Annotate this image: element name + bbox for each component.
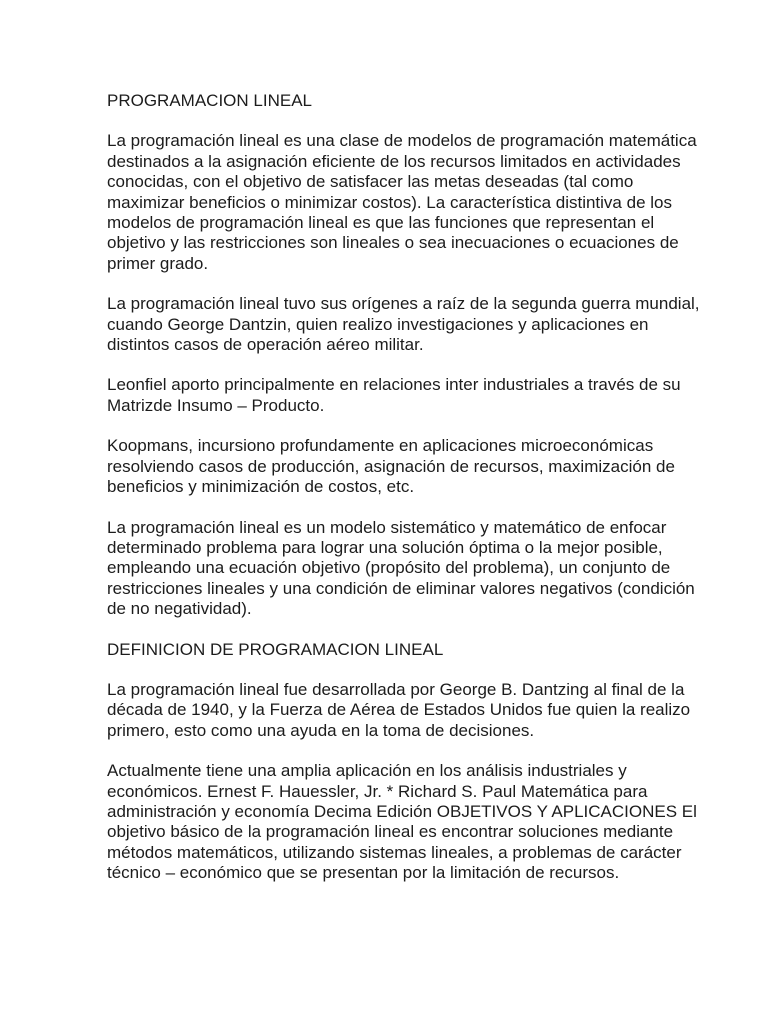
paragraph-intro-5: La programación lineal es un modelo sistemático y matemático de enfocar determinado problema para lograr una solución óptima o la mejor posible, empleando una ecuación objetivo (propósito del problema), un conjunto de restricciones lineales y una condición de eliminar valores negativos (condición de no negatividad). (107, 517, 695, 619)
paragraph-intro-3: Leonfiel aporto principalmente en relaciones inter industriales a través de su Matrizde Insumo – Producto. (107, 375, 681, 415)
document-page (107, 91, 707, 904)
paragraph-intro-1: La programación lineal es una clase de modelos de programación matemática destinados a la asignación eficiente de los recursos limitados en actividades conocidas, con el objetivo de satisfacer las metas deseadas (tal como maximizar beneficios o minimizar costos). La característica distintiva de los modelos de programación lineal es que las funciones que representan el objetivo y las restricciones son lineales o sea inecuaciones o ecuaciones de primer grado. (107, 131, 697, 273)
paragraph-intro-4: Koopmans, incursiono profundamente en aplicaciones microeconómicas resolviendo casos de producción, asignación de recursos, maximización de beneficios y minimización de costos, etc. (107, 436, 675, 497)
section-heading: DEFINICION DE PROGRAMACION LINEAL (107, 639, 444, 659)
paragraph-definition-1: La programación lineal fue desarrollada por George B. Dantzing al final de la década de 1940, y la Fuerza de Aérea de Estados Unidos fue quien la realizo primero, esto como una ayuda en la toma de decisiones. (107, 679, 691, 740)
paragraph-intro-2: La programación lineal tuvo sus orígenes a raíz de la segunda guerra mundial, cuando George Dantzin, quien realizo investigaciones y aplicaciones en distintos casos de operación aéreo militar. (107, 294, 700, 355)
paragraph-definition-2: Actualmente tiene una amplia aplicación en los análisis industriales y económicos. Ernest F. Hauessler, Jr. * Richard S. Paul Matemática para administración y economía Decima Edición OBJETIVOS Y APLICACIONES El objetivo básico de la programación lineal es encontrar soluciones mediante métodos matemáticos, utilizando sistemas lineales, a problemas de carácter técnico – económico que se presentan por la limitación de recursos. (107, 761, 697, 883)
document-title: PROGRAMACION LINEAL (107, 91, 312, 110)
